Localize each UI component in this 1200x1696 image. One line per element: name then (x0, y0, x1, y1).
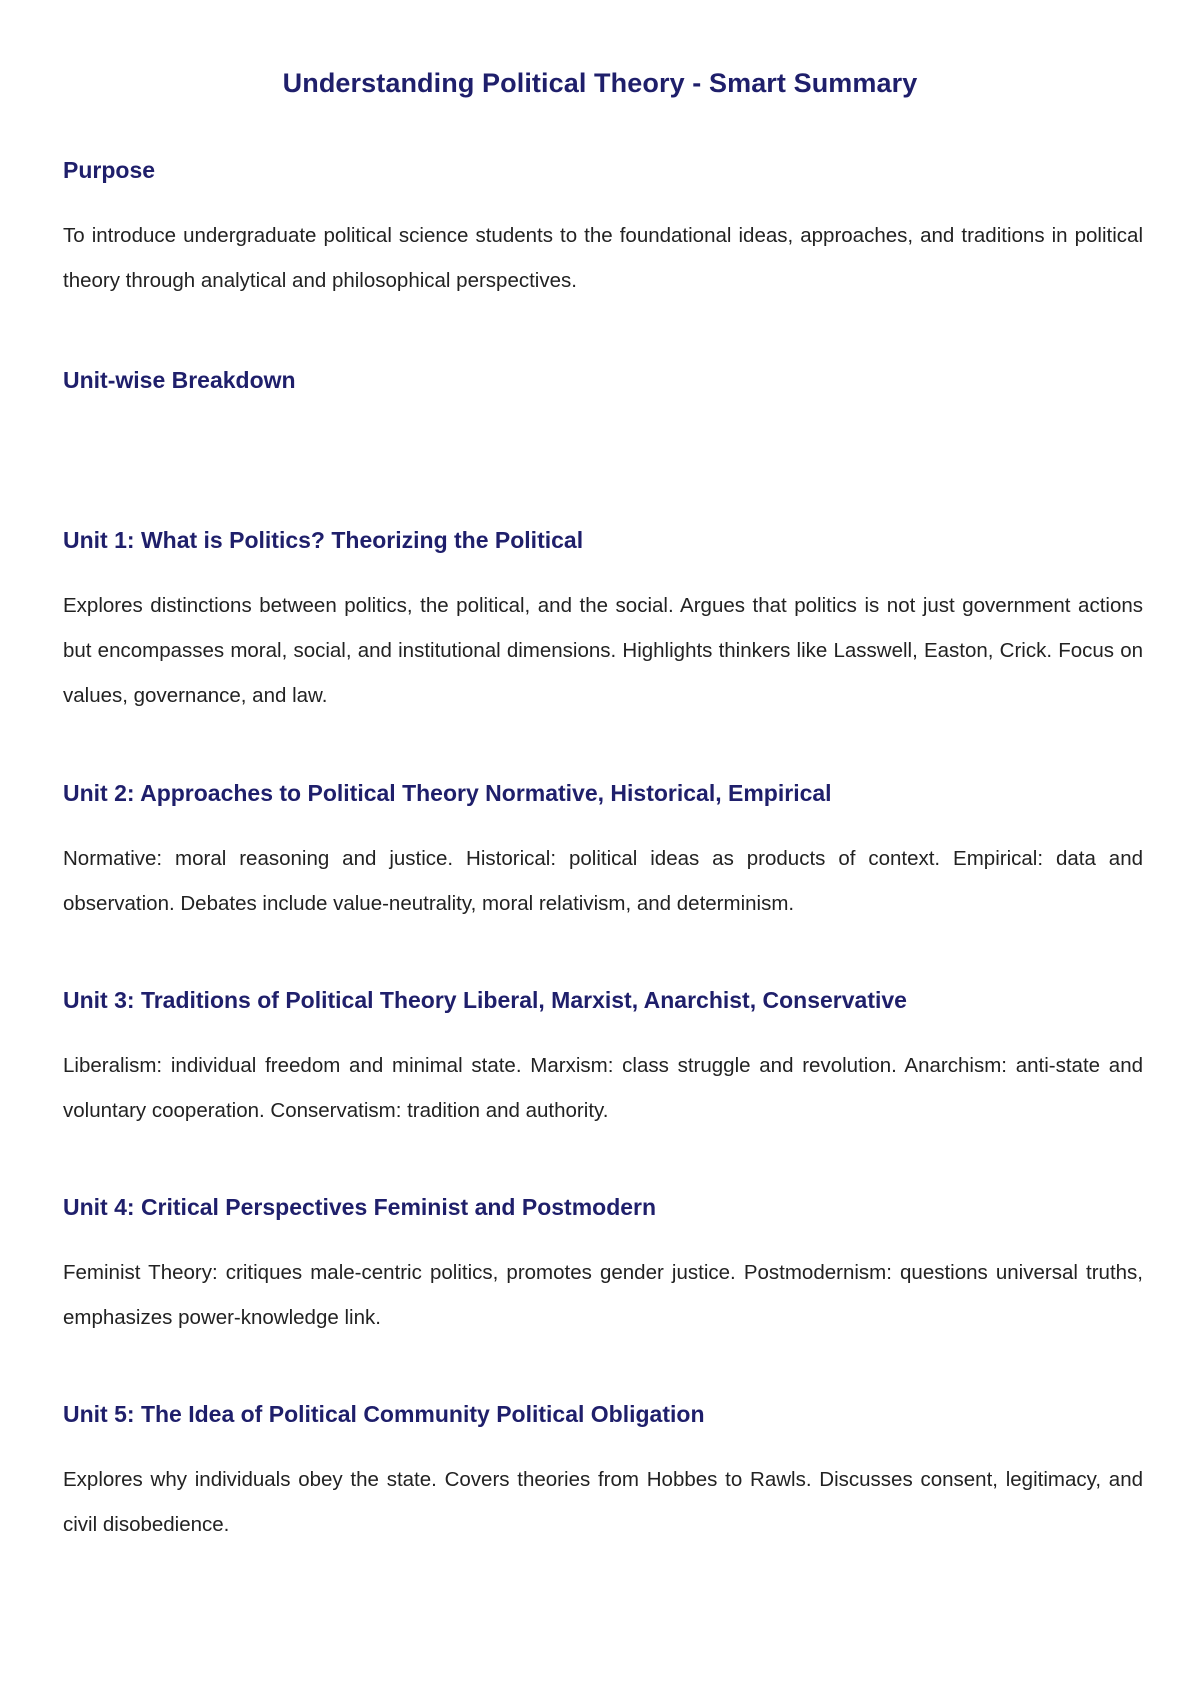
purpose-text: To introduce undergraduate political science students to the foundational ideas, approaches, and traditions in political theory through analytical and philosophical perspectives. (63, 224, 1143, 292)
unit-5-text: Explores why individuals obey the state. Covers theories from Hobbes to Rawls. Discusses consent, legitimacy, and civil disobedience. (63, 1468, 1143, 1536)
unit-2-heading: Unit 2: Approaches to Political Theory Normative, Historical, Empirical (63, 780, 832, 806)
unit-4-heading: Unit 4: Critical Perspectives Feminist and Postmodern (63, 1194, 657, 1220)
unit-3-heading: Unit 3: Traditions of Political Theory Liberal, Marxist, Anarchist, Conservative (63, 987, 907, 1013)
breakdown-heading: Unit-wise Breakdown (63, 367, 296, 393)
unit-1-text: Explores distinctions between politics, the political, and the social. Argues that politics is not just government actions but encompasses moral, social, and institutional dimensions. Highlights thinkers like Lasswell, Easton, Crick. Focus on values, governance, and law. (63, 594, 1143, 707)
purpose-heading: Purpose (63, 157, 156, 183)
unit-5-heading: Unit 5: The Idea of Political Community Political Obligation (63, 1401, 705, 1427)
unit-3-text: Liberalism: individual freedom and minimal state. Marxism: class struggle and revolution. Anarchism: anti-state and voluntary cooperation. Conservatism: tradition and authority. (63, 1054, 1143, 1122)
unit-2-text: Normative: moral reasoning and justice. Historical: political ideas as products of context. Empirical: data and observation. Debates include value-neutrality, moral relativism, and determinism. (63, 847, 1143, 915)
unit-1-heading: Unit 1: What is Politics? Theorizing the Political (63, 527, 584, 553)
unit-4-text: Feminist Theory: critiques male-centric politics, promotes gender justice. Postmodernism: questions universal truths, emphasizes power-knowledge link. (63, 1261, 1143, 1329)
document-title: Understanding Political Theory - Smart Summary (282, 68, 918, 98)
